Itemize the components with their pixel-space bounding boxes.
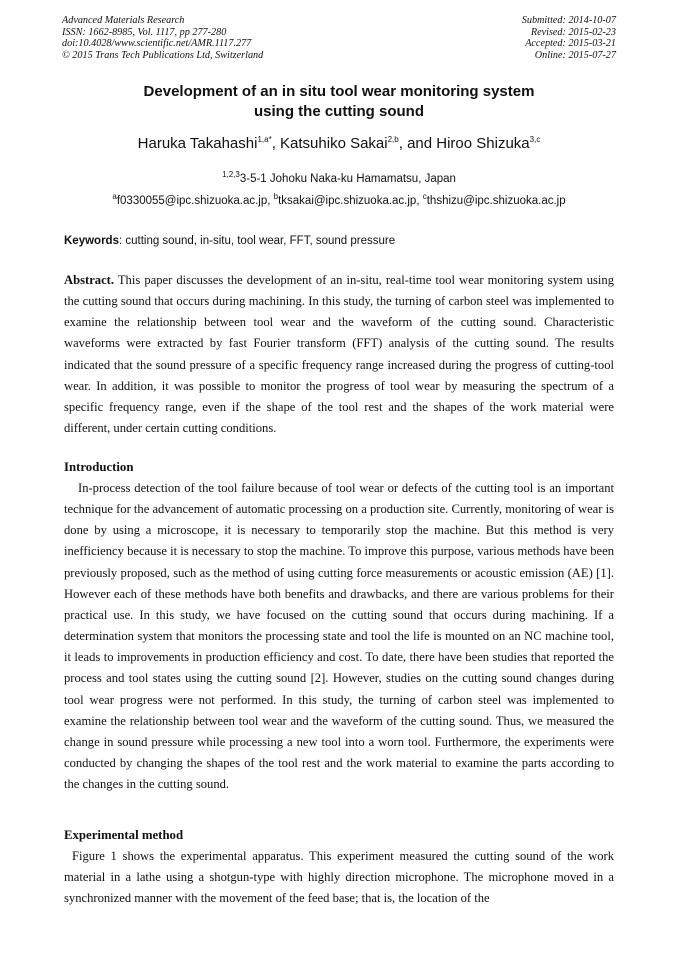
abstract: [64, 270, 614, 439]
section-heading-introduction: Introduction: [64, 460, 134, 474]
keywords: [64, 234, 616, 248]
email-separator: ,: [267, 195, 274, 207]
author-separator: ,: [271, 135, 281, 152]
address-text: 3-5-1 Johoku Naka-ku Hamamatsu, Japan: [239, 173, 456, 185]
keywords-text: : cutting sound, in-situ, tool wear, FFT, sound pressure: [118, 235, 396, 247]
email-link[interactable]: f0330055@ipc.shizuoka.ac.jp: [116, 195, 268, 207]
journal-copyright: © 2015 Trans Tech Publications Ltd, Switzerland: [62, 49, 264, 61]
email-mark: b: [273, 192, 279, 202]
author-name: Katsuhiko Sakai: [280, 135, 388, 152]
email-mark: c: [422, 192, 427, 202]
author-affil-mark: 1,a*: [257, 135, 272, 144]
journal-doi: doi:10.4028/www.scientific.net/AMR.1117.277: [62, 38, 252, 49]
submission-dates: [522, 15, 616, 61]
paper-title: [62, 82, 616, 122]
title-line-2: using the cutting sound: [254, 103, 424, 120]
date-accepted: Accepted: 2015-03-21: [525, 38, 616, 49]
journal-name: Advanced Materials Research: [62, 15, 185, 26]
journal-issn: ISSN: 1662-8985, Vol. 1117, pp 277-280: [62, 26, 227, 38]
keywords-label: Keywords: [64, 235, 119, 247]
author-emails: [30, 194, 648, 208]
affiliation-mark: 1,2,3: [222, 170, 240, 180]
section-heading-experimental-method: Experimental method: [64, 828, 184, 842]
email-separator: ,: [416, 195, 423, 207]
date-revised: Revised: 2015-02-23: [530, 26, 616, 38]
date-online: Online: 2015-07-27: [534, 49, 616, 61]
abstract-label: Abstract.: [64, 273, 115, 287]
author-affil-mark: 3,c: [529, 135, 541, 144]
author-affil-mark: 2,b: [387, 135, 399, 144]
journal-info: [62, 15, 263, 61]
email-link[interactable]: tksakai@ipc.shizuoka.ac.jp: [278, 195, 417, 207]
author-list: [40, 134, 638, 154]
experimental-paragraph: Figure 1 shows the experimental apparatus. This experiment measured the cutting sound of the work material in a lathe using a shotgun-type with highly direction microphone. The microphone moved in a synchronized manner with the movement of the feed base; that is, the location of the: [64, 849, 614, 906]
affiliation-address: [30, 172, 648, 186]
author-name: Haruka Takahashi: [137, 135, 258, 152]
author-separator: , and: [398, 135, 437, 152]
email-link[interactable]: thshizu@ipc.shizuoka.ac.jp: [426, 195, 566, 207]
author-name: Hiroo Shizuka: [436, 135, 530, 152]
abstract-text: This paper discusses the development of an in-situ, real-time tool wear monitoring system using the cutting sound that occurs during machining. In this study, the turning of carbon steel was implemented to examine the relationship between tool wear and the waveform of the cutting sound. Characteristic waveforms were extracted by fast Fourier transform (FFT) analysis of the cutting sound. The results indicated that the sound pressure of a specific frequency range increased during the progress of cutting-tool wear. In addition, it was possible to monitor the progress of tool wear by measuring the spectrum of a specific frequency range, even if the shape of the tool rest and the shapes of the work material were different, under certain cutting conditions.: [64, 273, 614, 436]
journal-header: [62, 15, 616, 61]
introduction-paragraph: In-process detection of the tool failure because of tool wear or defects of the cutting tool is an important technique for the advancement of automatic processing on a production site. Currently, monitoring of wear is done by using a microscope, it is necessary to temporarily stop the machine. But this method is very inefficiency because it is necessary to stop the machine. To improve this purpose, various methods have been previously proposed, such as the method of using cutting force measurements or acoustic emission (AE) [1]. However each of these methods have both benefits and drawbacks, and there are various problems for their practical use. In this study, we have focused on the cutting sound that occurs during machining. If a determination system that monitors the processing state and tool the life is mounted on an NC machine tool, it leads to improvements in production efficiency and cost. To date, there have been studies that reported the process and tool states using the cutting sound [2]. However, studies on the cutting sound changes during tool wear progress were not performed. In this study, the turning of carbon steel was implemented to examine the relationship between tool wear and the waveform of the cutting sound. Thus, we measured the change in sound pressure while processing a new tool into a worn tool. Furthermore, the experiments were conducted by changing the shapes of the tool rest and the work material to examine the parts according to the changes in the cutting sound.: [64, 481, 614, 792]
email-mark: a: [112, 192, 117, 202]
date-submitted: Submitted: 2014-10-07: [521, 15, 616, 26]
title-line-1: Development of an in situ tool wear monitoring system: [143, 83, 535, 100]
